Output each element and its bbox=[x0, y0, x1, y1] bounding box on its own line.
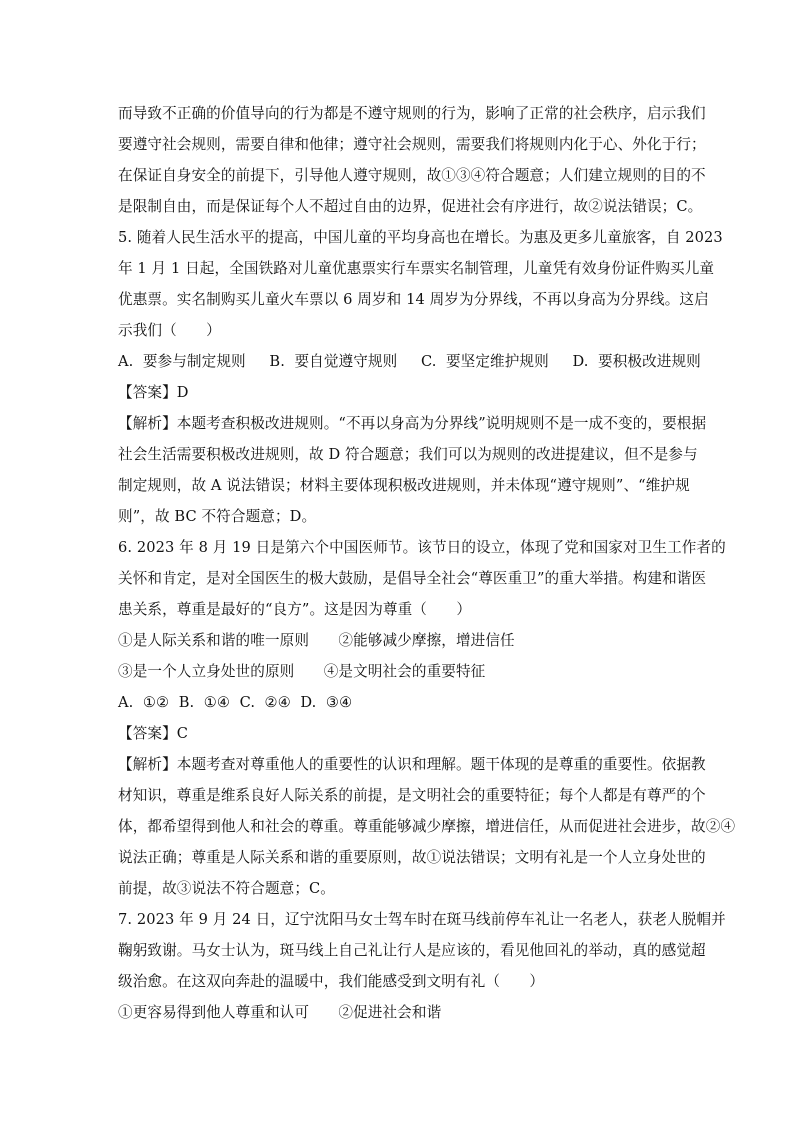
question-6-statement: ③是一个人立身处世的原则 ④是文明社会的重要特征 bbox=[118, 663, 486, 680]
text-line: 要遵守社会规则，需要自律和他律；遵守社会规则，需要我们将规则内化于心、外化于行； bbox=[118, 136, 706, 153]
question-5-options: A. 要参与制定规则 B. 要自觉遵守规则 C. 要坚定维护规则 D. 要积极改进规则 bbox=[118, 353, 701, 370]
question-6-statement: ①是人际关系和谐的唯一原则 ②能够减少摩擦，增进信任 bbox=[118, 632, 515, 649]
analysis-6-line: 说法正确；尊重是人际关系和谐的重要原则，故①说法错误；文明有礼是一个人立身处世的 bbox=[118, 849, 706, 866]
question-6-options: A. ①② B. ①④ C. ②④ D. ③④ bbox=[118, 694, 353, 711]
question-7-line: 级治愈。在这双向奔赴的温暖中，我们能感受到文明有礼（ ） bbox=[118, 973, 545, 990]
question-6-line: 6. 2023 年 8 月 19 日是第六个中国医师节。该节日的设立，体现了党和国家对卫生工作者的 bbox=[118, 539, 726, 556]
question-5-line: 示我们（ ） bbox=[118, 322, 221, 339]
question-5-line: 年 1 月 1 日起，全国铁路对儿童优惠票实行车票实名制管理，儿童凭有效身份证件购买儿童 bbox=[118, 260, 715, 277]
analysis-5-line: 制定规则，故 A 说法错误；材料主要体现积极改进规则，并未体现“遵守规则”、“维护规 bbox=[118, 477, 690, 494]
document-page bbox=[118, 98, 736, 1028]
text-line: 在保证自身安全的前提下，引导他人遵守规则，故①③④符合题意；人们建立规则的目的不 bbox=[118, 167, 706, 184]
question-5-line: 5. 随着人民生活水平的提高，中国儿童的平均身高也在增长。为惠及更多儿童旅客，自 2023 bbox=[118, 229, 723, 246]
question-7-statement: ①更容易得到他人尊重和认可 ②促进社会和谐 bbox=[118, 1004, 442, 1021]
question-7-line: 鞠躬致谢。马女士认为，斑马线上自己礼让行人是应该的，看见他回礼的举动，真的感觉超 bbox=[118, 942, 706, 959]
answer-5: 【答案】D bbox=[118, 384, 189, 401]
text-line: 而导致不正确的价值导向的行为都是不遵守规则的行为，影响了正常的社会秩序，启示我们 bbox=[118, 105, 706, 122]
analysis-5-line: 社会生活需要积极改进规则，故 D 符合题意；我们可以为规则的改进提建议，但不是参与 bbox=[118, 446, 698, 463]
analysis-6-line: 【解析】本题考查对尊重他人的重要性的认识和理解。题干体现的是尊重的重要性。依据教 bbox=[118, 756, 706, 773]
question-7-line: 7. 2023 年 9 月 24 日，辽宁沈阳马女士驾车时在斑马线前停车礼让一名老人，获老人脱帽并 bbox=[118, 911, 726, 928]
analysis-6-line: 前提，故③说法不符合题意；C。 bbox=[118, 880, 335, 897]
analysis-6-line: 材知识，尊重是维系良好人际关系的前提，是文明社会的重要特征；每个人都是有尊严的个 bbox=[118, 787, 706, 804]
analysis-6-line: 体，都希望得到他人和社会的尊重。尊重能够减少摩擦，增进信任，从而促进社会进步，故②④ bbox=[118, 818, 736, 835]
analysis-5-line: 则”，故 BC 不符合题意；D。 bbox=[118, 508, 317, 525]
question-5-line: 优惠票。实名制购买儿童火车票以 6 周岁和 14 周岁为分界线，不再以身高为分界线。这启 bbox=[118, 291, 709, 308]
question-6-line: 患关系，尊重是最好的“良方”。这是因为尊重（ ） bbox=[118, 601, 472, 618]
text-line: 是限制自由，而是保证每个人不超过自由的边界，促进社会有序进行，故②说法错误；C。 bbox=[118, 198, 703, 215]
question-6-line: 关怀和肯定，是对全国医生的极大鼓励，是倡导全社会“尊医重卫”的重大举措。构建和谐医 bbox=[118, 570, 707, 587]
analysis-5-line: 【解析】本题考查积极改进规则。“不再以身高为分界线”说明规则不是一成不变的，要根据 bbox=[118, 415, 707, 432]
answer-6: 【答案】C bbox=[118, 725, 189, 742]
